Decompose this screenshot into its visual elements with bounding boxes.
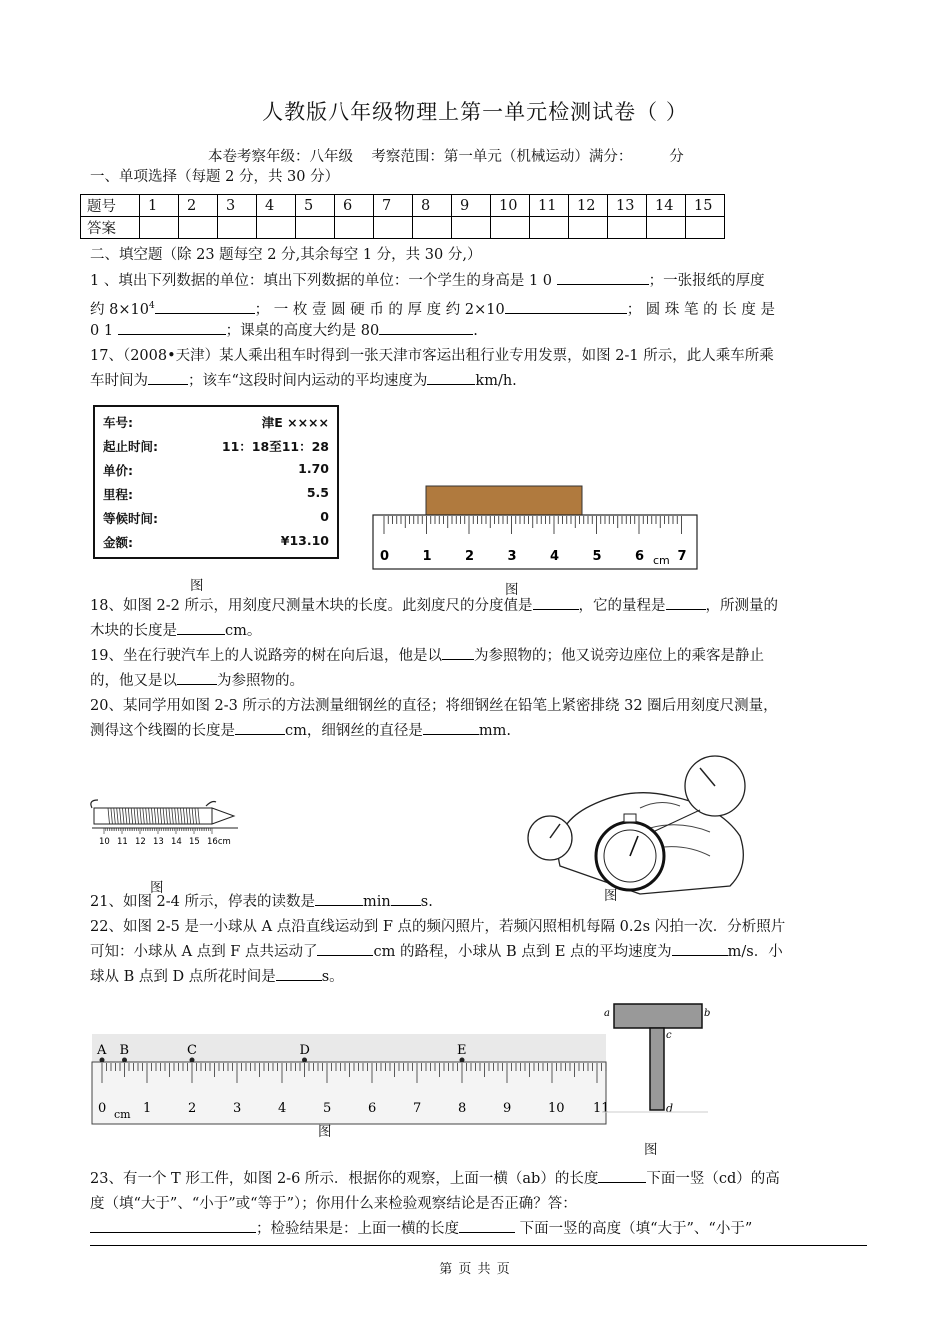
ball-dot	[190, 1058, 195, 1063]
blank[interactable]	[235, 720, 285, 735]
label-d: d	[666, 1102, 674, 1115]
exam-info: 本卷考察年级：八年级 考察范围：第一单元（机械运动）满分： 分	[208, 149, 684, 165]
q18-line-2	[90, 618, 860, 644]
q21-text: min	[363, 894, 391, 910]
wire-end	[206, 802, 216, 807]
q1-exponent: 4	[148, 301, 155, 311]
receipt-key: 里程:	[103, 487, 133, 502]
q21-text: s.	[420, 894, 433, 910]
q18-text: 木块的长度是	[90, 623, 177, 639]
figure-caption: 图	[505, 582, 519, 598]
ruler-label: 13	[153, 837, 164, 847]
q1-text: 约 8×10	[90, 301, 149, 318]
q19-line-2	[90, 668, 860, 694]
q20-line-1: 20、某同学用如图 2-3 所示的方法测量细钢丝的直径；将细钢丝在铅笔上紧密排绕 32 圈后用刻度尺测量，	[90, 698, 778, 714]
question-number: 4	[257, 195, 296, 217]
ruler-label: 4	[278, 1101, 287, 1116]
q21-line	[90, 889, 860, 915]
figure-caption: 图	[190, 578, 204, 594]
q1-text: ； 圆 珠 笔 的 长 度 是	[626, 301, 775, 318]
q22-text: 可知：小球从 A 点到 F 点共运动了	[90, 944, 318, 960]
q19-text: 为参照物的。	[217, 673, 304, 689]
answer-cell[interactable]	[647, 217, 686, 239]
question-number: 7	[374, 195, 413, 217]
receipt-row	[103, 413, 329, 437]
question-number: 5	[296, 195, 335, 217]
blank[interactable]	[505, 299, 627, 314]
answer-cell[interactable]	[374, 217, 413, 239]
ball-dot	[460, 1058, 465, 1063]
stopwatch-crown	[624, 814, 636, 822]
q20-text: cm，细钢丝的直径是	[285, 723, 423, 739]
ruler-label: 16cm	[207, 837, 231, 847]
answer-cell[interactable]	[413, 217, 452, 239]
blank[interactable]	[423, 720, 479, 735]
q1-line-1	[90, 268, 860, 294]
row-label: 答案	[81, 217, 140, 239]
label-a: a	[604, 1008, 610, 1019]
q17-text: 车时间为	[90, 373, 148, 389]
taxi-receipt-figure	[93, 405, 339, 559]
ruler-unit: cm	[114, 1108, 131, 1121]
question-number: 9	[452, 195, 491, 217]
flash-photo-ruler-figure	[92, 1034, 610, 1126]
blank[interactable]	[315, 891, 363, 906]
footer-divider	[90, 1245, 867, 1246]
q23-text: 下面一竖（cd）的高	[646, 1171, 780, 1187]
q17-line-2	[90, 368, 860, 394]
question-number: 14	[647, 195, 686, 217]
receipt-row	[103, 485, 329, 509]
q23-text: ；检验结果是：上面一横的长度	[256, 1221, 459, 1237]
blank[interactable]	[672, 941, 728, 956]
question-number: 10	[491, 195, 530, 217]
blank[interactable]	[155, 299, 255, 314]
ruler-label: 1	[422, 549, 432, 564]
pencil-tip	[212, 808, 234, 824]
blank[interactable]	[276, 966, 322, 981]
section-1-heading: 一、单项选择（每题 2 分，共 30 分）	[90, 169, 340, 185]
ruler-label: 3	[233, 1101, 242, 1116]
blank[interactable]	[379, 320, 473, 335]
q22-text: 球从 B 点到 D 点所花时间是	[90, 969, 276, 985]
receipt-row	[103, 461, 329, 485]
answer-cell[interactable]	[530, 217, 569, 239]
ruler-label: 5	[323, 1101, 332, 1116]
receipt-value: 0	[320, 509, 329, 524]
receipt-key: 金额:	[103, 535, 133, 550]
q1-text: ； 一 枚 壹 圆 硬 币 的 厚 度 约 2×10	[254, 301, 505, 318]
figure-caption: 图	[150, 880, 164, 896]
answer-cell[interactable]	[569, 217, 608, 239]
ruler-label: 7	[677, 549, 687, 564]
ruler-label: 11	[593, 1101, 610, 1116]
ruler-label: 12	[135, 837, 146, 847]
q17-line-1: 17、（2008•天津）某人乘出租车时得到一张天津市客运出租行业专用发票，如图 2-1 所示，此人乘车所乘	[90, 348, 774, 364]
q19-text: 19、坐在行驶汽车上的人说路旁的树在向后退，他是以	[90, 648, 442, 664]
q18-text: 18、如图 2-2 所示，用刻度尺测量木块的长度。此刻度尺的分度值是	[90, 598, 533, 614]
q18-line-1	[90, 593, 860, 619]
page-title: 人教版八年级物理上第一单元检测试卷（ ）	[262, 100, 688, 124]
ruler-label: 7	[413, 1101, 422, 1116]
q22-text: s。	[321, 969, 344, 985]
answer-cell[interactable]	[452, 217, 491, 239]
blank[interactable]	[598, 1168, 646, 1183]
receipt-row	[103, 533, 329, 557]
point-label: E	[457, 1043, 467, 1058]
ruler-label: 3	[507, 549, 517, 564]
question-number: 12	[569, 195, 608, 217]
ruler-label: 0	[380, 549, 390, 564]
q1-line-3	[90, 318, 860, 344]
ruler-label: 8	[458, 1101, 467, 1116]
q18-text: ，它的量程是	[578, 598, 666, 614]
ruler-label: 15	[189, 837, 200, 847]
q1-text: .	[473, 323, 478, 339]
question-number: 15	[686, 195, 725, 217]
question-number: 6	[335, 195, 374, 217]
q21-text: 21、如图 2-4 所示，停表的读数是	[90, 894, 316, 910]
ruler-label: 6	[635, 549, 645, 564]
receipt-key: 起止时间:	[103, 439, 158, 454]
blank[interactable]	[442, 645, 474, 660]
receipt-key: 单价:	[103, 463, 133, 478]
q22-text: m/s．小	[727, 944, 783, 960]
ruler-label: 2	[465, 549, 475, 564]
ruler-label: 9	[503, 1101, 512, 1116]
q1-text: ；课桌的高度大约是 80	[225, 323, 380, 339]
ruler-block-figure	[370, 484, 700, 570]
blank[interactable]	[533, 595, 579, 610]
blank[interactable]	[391, 891, 421, 906]
point-label: A	[97, 1043, 107, 1058]
ruler-label: 0	[98, 1101, 107, 1116]
table-row	[81, 195, 725, 217]
receipt-value: 11：18至11：28	[221, 439, 329, 454]
q18-text: cm。	[225, 623, 262, 639]
t-vertical-bar	[650, 1028, 664, 1110]
answer-cell[interactable]	[335, 217, 374, 239]
q22-line-3	[90, 964, 860, 990]
section-2-heading: 二、填空题（除 23 题每空 2 分,其余每空 1 分，共 30 分,）	[90, 247, 482, 263]
q20-text: 测得这个线圈的长度是	[90, 723, 235, 739]
point-label: B	[119, 1043, 130, 1058]
q22-line-2	[90, 939, 860, 965]
question-number: 2	[179, 195, 218, 217]
receipt-value: 津E ××××	[261, 415, 329, 430]
t-top-bar	[614, 1004, 702, 1028]
wire-end	[91, 800, 98, 808]
ruler-label: 10	[99, 837, 110, 847]
blank[interactable]	[666, 595, 706, 610]
q22-line-1: 22、如图 2-5 是一小球从 A 点沿直线运动到 F 点的频闪照片，若频闪照相机每隔 0.2s 闪拍一次．分析照片	[90, 919, 786, 935]
ruler-label: 11	[117, 837, 128, 847]
q23-line-3	[90, 1216, 860, 1242]
question-number: 8	[413, 195, 452, 217]
ruler-label: 5	[592, 549, 602, 564]
stopwatch-figure	[520, 748, 752, 894]
answer-cell[interactable]	[257, 217, 296, 239]
answer-cell[interactable]	[296, 217, 335, 239]
question-number: 11	[530, 195, 569, 217]
q1-text: 0 1	[90, 323, 114, 339]
ruler-label: 14	[171, 837, 182, 847]
answer-cell[interactable]	[491, 217, 530, 239]
receipt-value: 5.5	[306, 485, 329, 500]
q18-text: ，所测量的	[705, 598, 779, 614]
q20-text: mm.	[478, 723, 511, 739]
ruler-label: 6	[368, 1101, 377, 1116]
q23-text: 23、有一个 T 形工件，如图 2-6 所示．根据你的观察，上面一横（ab）的长度	[90, 1171, 599, 1187]
question-number: 13	[608, 195, 647, 217]
answer-cell[interactable]	[608, 217, 647, 239]
point-label: C	[187, 1043, 197, 1058]
blank[interactable]	[317, 941, 373, 956]
figure-caption: 图	[644, 1142, 658, 1158]
q19-text: 的，他又是以	[90, 673, 177, 689]
figure-caption: 图	[318, 1124, 332, 1140]
answer-cell[interactable]	[140, 217, 179, 239]
q19-text: 为参照物的；他又说旁边座位上的乘客是静止	[473, 648, 764, 664]
q23-line-2: 度（填“大于”、“小于”或“等于”）；你用什么来检验观察结论是否正确？答：	[90, 1196, 577, 1212]
point-label: D	[299, 1043, 310, 1058]
ruler-unit: cm	[653, 554, 670, 567]
q17-text: km/h.	[475, 373, 517, 389]
table-row	[81, 217, 725, 239]
ruler-label: 10	[548, 1101, 565, 1116]
q22-text: cm 的路程，小球从 B 点到 E 点的平均速度为	[373, 944, 672, 960]
answer-cell[interactable]	[218, 217, 257, 239]
ball-dot	[100, 1058, 105, 1063]
coil-pencil-figure	[88, 798, 248, 850]
receipt-value: ¥13.10	[280, 533, 329, 548]
blank[interactable]	[90, 1218, 256, 1233]
question-number: 3	[218, 195, 257, 217]
q20-line-2	[90, 718, 860, 744]
label-c: c	[666, 1030, 672, 1041]
receipt-row	[103, 509, 329, 533]
answer-cell[interactable]	[179, 217, 218, 239]
q17-text: ；该车“这段时间内运动的平均速度为	[188, 373, 428, 389]
ball-dot	[302, 1058, 307, 1063]
ball-dot	[122, 1058, 127, 1063]
q19-line-1	[90, 643, 860, 669]
blank[interactable]	[427, 370, 475, 385]
t-shape-figure	[600, 1000, 710, 1130]
wooden-block	[426, 486, 582, 516]
blank[interactable]	[177, 670, 217, 685]
blank[interactable]	[177, 620, 225, 635]
q23-text: 下面一竖的高度（填“大于”、“小于”	[515, 1221, 753, 1237]
answer-cell[interactable]	[686, 217, 725, 239]
page-footer: 第 页 共 页	[439, 1262, 511, 1277]
blank[interactable]	[148, 370, 188, 385]
receipt-value: 1.70	[298, 461, 329, 476]
q23-line-1	[90, 1166, 860, 1192]
receipt-key: 车号:	[103, 415, 133, 430]
blank[interactable]	[118, 320, 226, 335]
blank[interactable]	[557, 270, 649, 285]
ruler-labels	[99, 837, 231, 847]
q1-text: 1 、填出下列数据的单位：填出下列数据的单位：一个学生的身高是 1 0	[90, 273, 553, 289]
blank[interactable]	[459, 1218, 515, 1233]
ruler-ticks	[104, 828, 212, 834]
row-label: 题号	[81, 195, 140, 217]
ruler-label: 1	[143, 1101, 152, 1116]
question-number: 1	[140, 195, 179, 217]
q1-text: ；一张报纸的厚度	[648, 273, 765, 289]
figure-caption: 图	[604, 888, 618, 904]
receipt-key: 等候时间:	[103, 511, 158, 526]
label-b: b	[704, 1008, 711, 1019]
receipt-row	[103, 437, 329, 461]
ruler-label: 2	[188, 1101, 197, 1116]
ruler-label: 4	[550, 549, 560, 564]
answer-table	[80, 194, 725, 239]
